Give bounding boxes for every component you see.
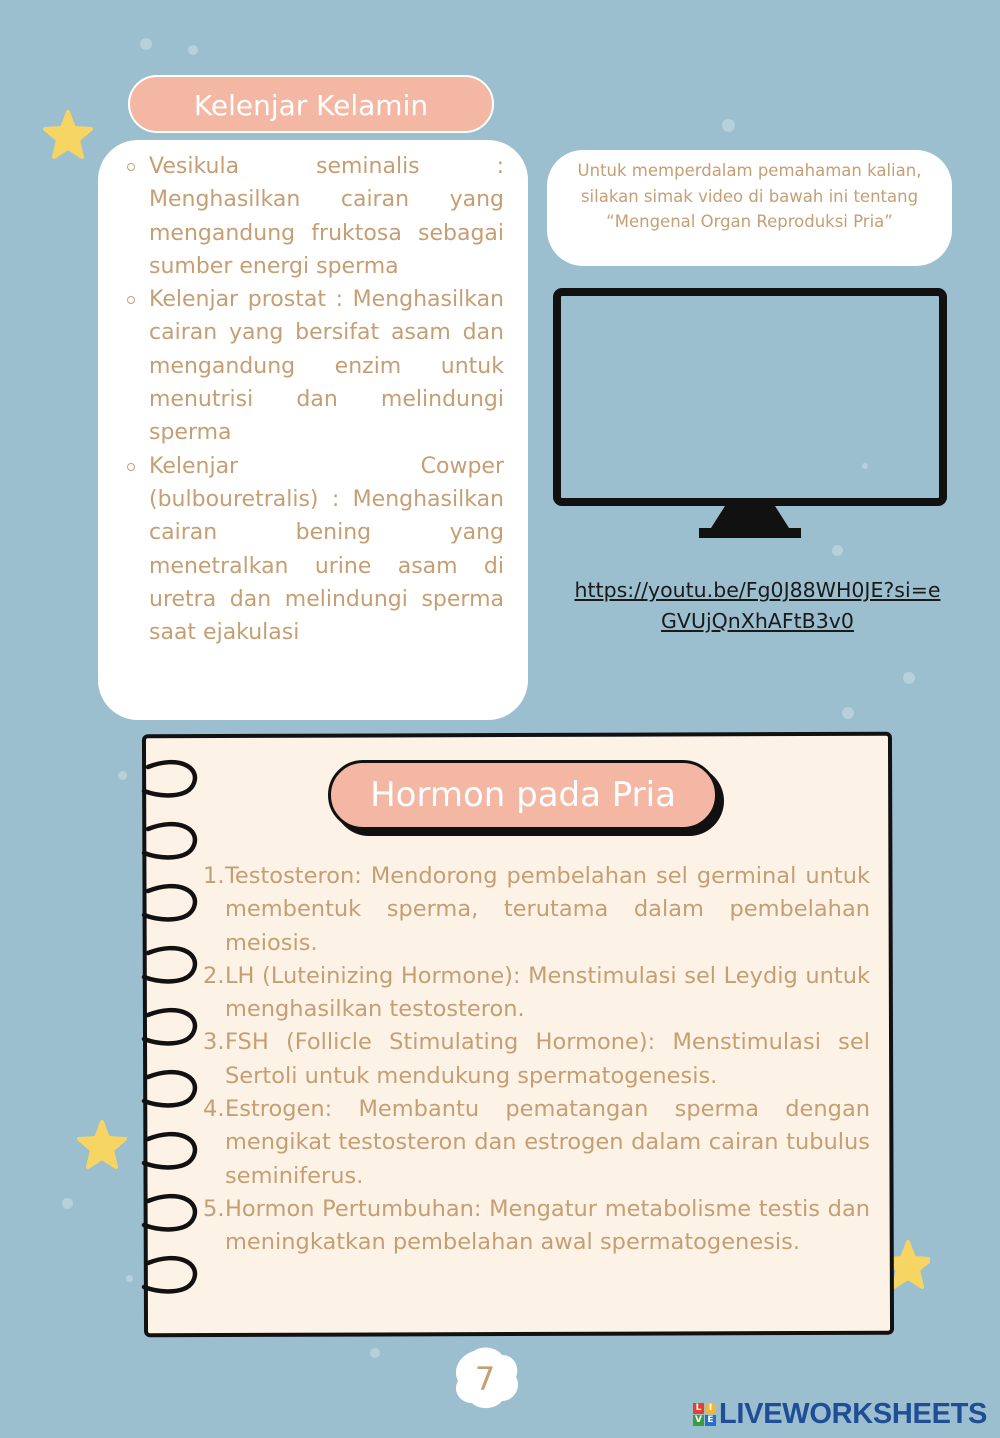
hormones-title: Hormon pada Pria bbox=[328, 760, 718, 830]
list-text: Hormon Pertumbuhan: Mengatur metabolisme testis dan meningkatkan pembelahan awal spermatogenesis. bbox=[225, 1195, 870, 1256]
decor-dot bbox=[62, 1198, 73, 1209]
logo-letter: E bbox=[705, 1415, 716, 1426]
decor-dot bbox=[832, 545, 843, 556]
list-number: 4. bbox=[203, 1096, 225, 1123]
list-item bbox=[203, 860, 870, 960]
decor-dot bbox=[188, 45, 198, 55]
list-text: Estrogen: Membantu pematangan sperma dengan mengikat testosteron dan estrogen dalam cairan tubulus seminiferus. bbox=[225, 1096, 870, 1189]
list-item bbox=[203, 960, 870, 1027]
spiral-binding-icon bbox=[138, 757, 200, 1317]
decor-dot bbox=[126, 1275, 133, 1282]
hormones-list bbox=[203, 860, 870, 1260]
list-item bbox=[203, 1026, 870, 1093]
glands-title: Kelenjar Kelamin bbox=[128, 75, 494, 133]
list-number: 2. bbox=[203, 962, 225, 989]
logo-letter: I bbox=[705, 1403, 716, 1414]
decor-dot bbox=[370, 1348, 380, 1358]
list-number: 1. bbox=[203, 863, 225, 889]
list-item: Kelenjar Cowper (bulbouretralis) : Menghasilkan cairan bening yang menetralkan urine asam di uretra dan melindungi sperma saat ejakulasi bbox=[124, 450, 504, 650]
decor-dot bbox=[903, 672, 915, 684]
logo-letter: V bbox=[693, 1415, 704, 1426]
logo-letter: L bbox=[693, 1403, 704, 1414]
brand-name: LIVEWORKSHEETS bbox=[719, 1398, 988, 1430]
decor-dot bbox=[842, 707, 854, 719]
decor-dot bbox=[722, 119, 735, 132]
glands-list bbox=[124, 150, 504, 649]
decor-dot bbox=[118, 771, 127, 780]
list-text: FSH (Follicle Stimulating Hormone): Menstimulasi sel Sertoli untuk mendukung spermatogenesis. bbox=[225, 1029, 870, 1089]
brand-logo[interactable] bbox=[693, 1398, 987, 1431]
liveworksheets-logo-icon bbox=[693, 1403, 716, 1426]
list-item bbox=[203, 1193, 870, 1260]
list-text: LH (Luteinizing Hormone): Menstimulasi sel Leydig untuk menghasilkan testosteron. bbox=[225, 962, 870, 1023]
star-icon bbox=[74, 1118, 130, 1174]
list-number: 5. bbox=[203, 1195, 225, 1222]
list-number: 3. bbox=[203, 1029, 225, 1056]
page-number: 7 bbox=[474, 1360, 496, 1398]
video-intro: Untuk memperdalam pemahaman kalian, silakan simak video di bawah ini tentang “Mengenal Organ Reproduksi Pria” bbox=[547, 150, 952, 266]
decor-dot bbox=[140, 38, 152, 50]
star-icon bbox=[40, 108, 96, 164]
list-item: Kelenjar prostat : Menghasilkan cairan yang bersifat asam dan mengandung enzim untuk menutrisi dan melindungi sperma bbox=[124, 283, 504, 449]
list-item: Vesikula seminalis : Menghasilkan cairan yang mengandung fruktosa sebagai sumber energi sperma bbox=[124, 150, 504, 283]
video-link[interactable]: https://youtu.be/Fg0J88WH0JE?si=eGVUjQnXhAFtB3v0 bbox=[574, 578, 941, 633]
glands-card bbox=[98, 140, 528, 720]
monitor-icon[interactable] bbox=[553, 288, 948, 543]
list-text: Testosteron: Mendorong pembelahan sel germinal untuk membentuk sperma, terutama dalam pembelahan meiosis. bbox=[225, 863, 870, 956]
list-item bbox=[203, 1093, 870, 1193]
